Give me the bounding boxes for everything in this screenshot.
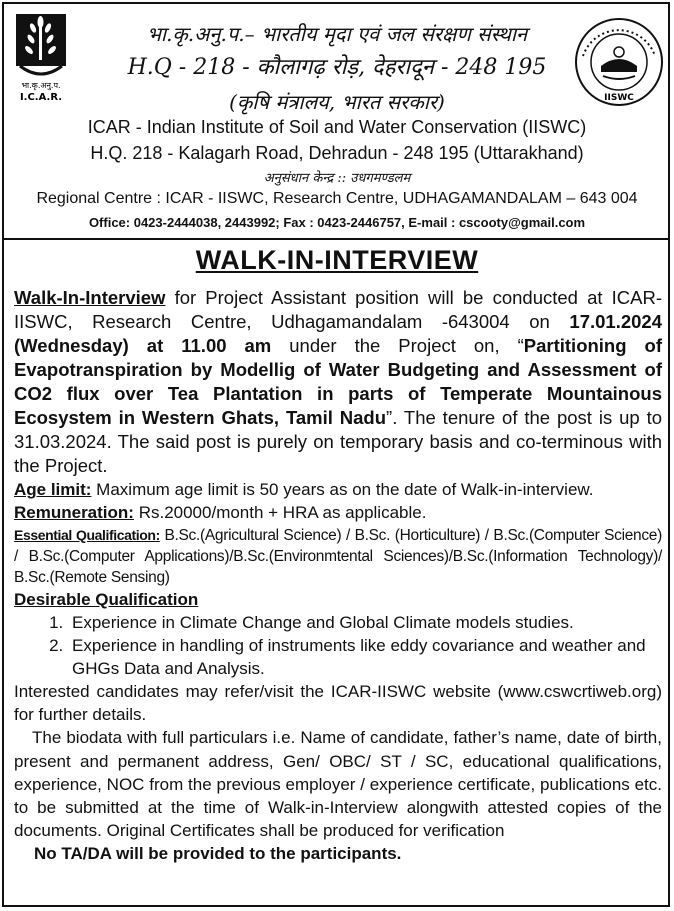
remuneration-text: Rs.20000/month + HRA as applicable.: [133, 503, 427, 523]
page-title: WALK-IN-INTERVIEW: [195, 245, 479, 275]
essential-text: B.Sc.(Agricultural Science) / B.Sc. (Horticulture) / B.Sc.(Computer Science) / B.Sc.(Computer Applications)/B.Sc.(Environmtental Sciences)/B.Sc.(Information Technology)/ B.Sc.(Remote Sensing): [14, 526, 662, 586]
essential-label: Essential Qualification:: [14, 526, 160, 543]
icar-logo-text: I.C.A.R.: [19, 92, 63, 103]
icar-logo-hindi: भा.कृ.अनु.प.: [21, 81, 61, 90]
iiswc-logo-text: IISWC: [604, 93, 634, 103]
project-title: Partitioning of Evapotranspiration by Modellig of Water Budgeting and Assessment of CO2 flux over Tea Plantation in parts of Temperate Mountainous Ecosystem in Western Ghats, Tamil Nadu: [14, 335, 662, 429]
list-item: 1. Experience in Climate Change and Global Climate models studies.: [68, 611, 662, 634]
intro-paragraph: [14, 286, 662, 478]
essential-qualification: [14, 525, 662, 588]
desirable-title: Desirable Qualification: [14, 589, 199, 609]
biodata-paragraph: The biodata with full particulars i.e. Name of candidate, father’s name, date of birth, present and permanent address, Gen/ OBC/ ST / SC, educational qualifications, experience, NOC from the previous employer / experience certificate, publications etc. to be submitted at the time of Walk-in-Interview alongwith attested copies of the documents. Original Certificates shall be produced for verification: [14, 728, 662, 840]
regional-centre: Regional Centre : ICAR - IISWC, Research Centre, UDHAGAMANDALAM – 643 004: [36, 190, 638, 207]
remuneration-label: Remuneration:: [14, 503, 134, 523]
intro-lead: Walk-In-Interview: [14, 287, 166, 308]
desirable-list: [14, 611, 662, 680]
intro-text1: for Project Assistant position will be conducted at ICAR-IISWC, Research Centre, Udhagamandalam -643004 on: [14, 287, 662, 333]
website-paragraph: Interested candidates may refer/visit the ICAR-IISWC website (www.cswcrtiweb.org) for further details.: [14, 682, 662, 725]
advertisement-body: [14, 286, 662, 865]
age-limit-text: Maximum age limit is 50 years as on the date of Walk-in-interview.: [91, 480, 594, 500]
intro-text3: ”. The tenure of the post is up to 31.03.2024. The said post is purely on temporary basis and co-terminous with the Project.: [14, 407, 662, 477]
age-limit-label: Age limit:: [14, 480, 92, 500]
institute-address: H.Q. 218 - Kalagarh Road, Dehradun - 248 195 (Uttarakhand): [90, 143, 584, 163]
header-hindi-title: भा.कृ.अनु.प.– भारतीय मृदा एवं जल संरक्षण संस्थान: [146, 22, 528, 46]
hindi-research-centre: अनुसंधान केन्द्र :: उधगमण्डलम: [263, 171, 411, 186]
no-ta-da-note: No TA/DA will be provided to the participants.: [34, 844, 402, 864]
age-limit: [14, 478, 662, 501]
intro-text2: under the Project on, “: [271, 335, 524, 357]
list-item: 2. Experience in handling of instruments like eddy covariance and weather and GHGs Data and Analysis.: [68, 634, 662, 680]
contact-details: Office: 0423-2444038, 2443992; Fax : 0423-2446757, E-mail : cscooty@gmail.com: [88, 215, 586, 230]
header-divider: [4, 238, 670, 240]
header-hindi-address: H.Q - 218 - कौलागढ़ रोड़, देहरादून - 248 195: [127, 55, 547, 80]
header-hindi-ministry: (कृषि मंत्रालय, भारत सरकार): [229, 90, 445, 114]
institute-name: ICAR - Indian Institute of Soil and Water Conservation (IISWC): [87, 117, 587, 137]
interview-date: 17.01.2024 (Wednesday) at 11.00 am: [14, 311, 662, 357]
remuneration: [14, 501, 662, 524]
